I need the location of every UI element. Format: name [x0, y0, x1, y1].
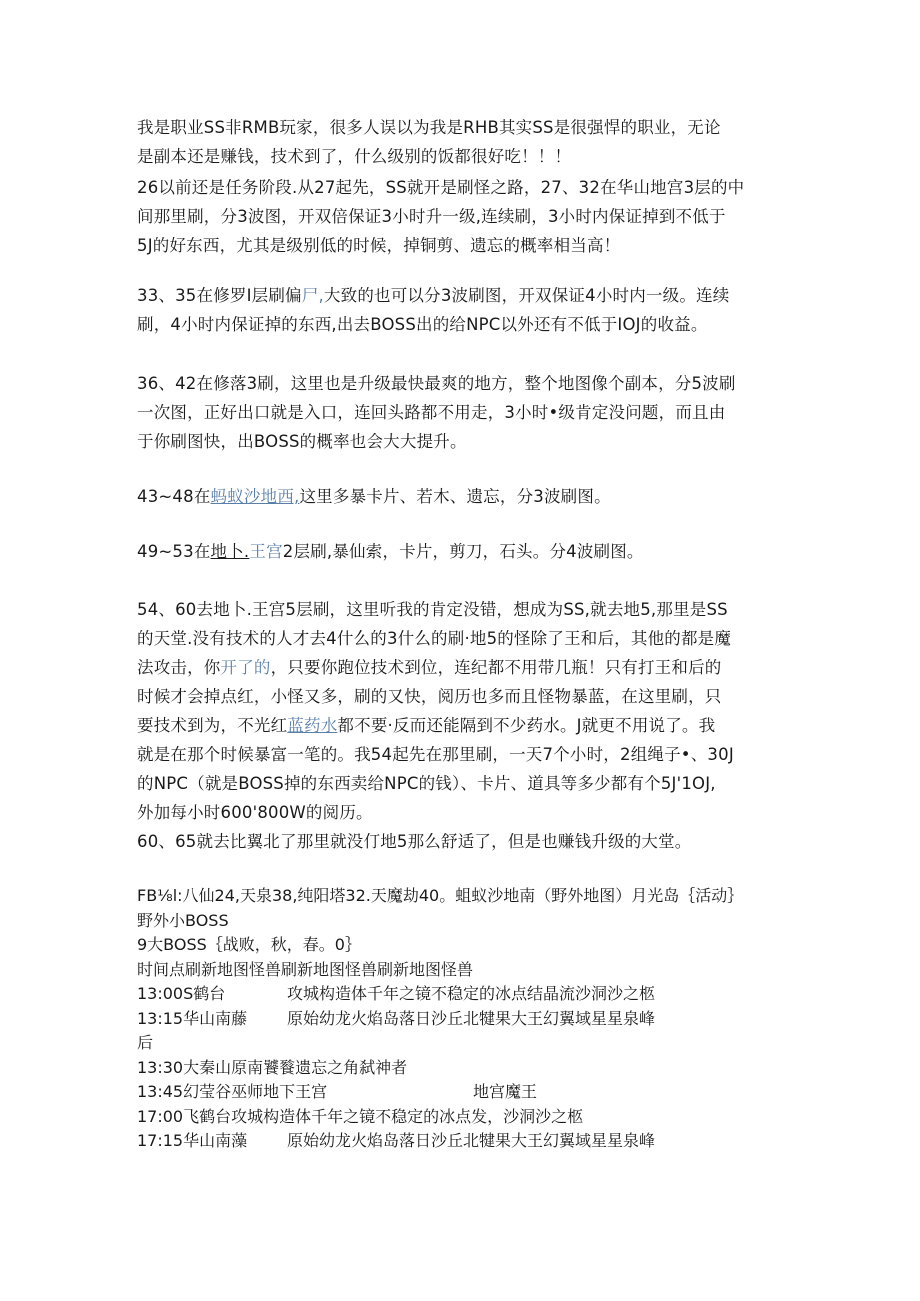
schedule-monsters: 原始幼龙火焰岛落日沙丘北犍果大王幻翼域星星泉峰: [287, 1008, 656, 1028]
schedule-monsters: 攻城构造体千年之镜不稳定的冰点结晶流沙洞沙之柩: [287, 984, 656, 1003]
schedule-row: [137, 1007, 797, 1032]
text-line: 我是职业SS非RMB玩家，很多人误以为我是RHB其实SS是很强悍的职业，无论: [137, 118, 721, 137]
schedule-row: [137, 1129, 797, 1154]
paragraph-level-36-42: [137, 369, 787, 456]
text-line: [137, 482, 787, 511]
schedule-time-place: 17:15华山南藻: [137, 1131, 248, 1150]
text-line: 间那里刷，分3波图，开双倍保证3小时升一级,连续刷，3小时内保证掉到不低于: [137, 207, 726, 226]
text-segment: 43~48在: [137, 487, 211, 506]
text-line: [137, 711, 787, 740]
text-segment: 49~53在: [137, 542, 211, 561]
text-line: [137, 537, 787, 566]
boss-schedule-block: [137, 884, 797, 1154]
paragraph-intro: [137, 113, 787, 171]
text-line: 野外小BOSS: [137, 910, 229, 930]
schedule-row: 13:30大秦山原南饕餮遗忘之角弑神者: [137, 1057, 408, 1077]
text-line: 一次图，正好出口就是入口，连回头路都不用走，3小时•级肯定没问题，而且由: [137, 403, 726, 422]
link-blue-potion[interactable]: 蓝药水: [287, 716, 338, 735]
text-line: 5J的好东西，尤其是级别低的时候，掉铜剪、遗忘的概率相当高！: [137, 236, 621, 255]
text-line: 54、60去地卜.王宫5层刷，这里听我的肯定没错，想成为SS,就去地5,那里是SS: [137, 600, 728, 619]
text-line: 的NPC（就是BOSS掉的东西卖给NPC的钱）、卡片、道具等多少都有个5J'1OJ,: [137, 774, 716, 793]
text-line: 是副本还是赚钱，技术到了，什么级别的饭都很好吃！！！: [137, 147, 572, 166]
text-line: 60、65就去比翼北了那里就没仃地5那么舒适了，但是也赚钱升级的大堂。: [137, 832, 692, 851]
link-palace[interactable]: 王宫: [249, 542, 283, 561]
schedule-time-place: 13:00S鹤台: [137, 984, 226, 1003]
text-line: 26以前还是任务阶段.从27起先，SS就开是刷怪之路，27、32在华山地宫3层的中: [137, 178, 745, 197]
schedule-row: [137, 982, 797, 1007]
schedule-row: 17:00飞鹤台攻城构造体千年之镜不稳定的冰点发，沙洞沙之柩: [137, 1106, 584, 1126]
text-segment: 33、35在修罗I层刷偏: [137, 286, 302, 305]
paragraph-level-26-32: [137, 173, 787, 260]
paragraph-level-60-65: [137, 827, 787, 856]
text-line: 的天堂.没有技术的人才去4什么的3什么的刷·地5的怪除了王和后，其他的都是魔: [137, 629, 732, 648]
link-text[interactable]: 尸,: [301, 286, 324, 305]
schedule-monsters: 原始幼龙火焰岛落日沙丘北犍果大王幻翼域星星泉峰: [287, 1131, 656, 1150]
text-segment: 都不要·反而还能隔到不少药水。J就更不用说了。我: [337, 716, 716, 735]
text-segment: 这里多暴卡片、若木、遗忘，分3波刷图。: [299, 487, 611, 506]
text-line: FB⅛l:八仙24,天泉38,纯阳塔32.天魔劫40。蛆蚁沙地南（野外地图）月光岛｛活动｝: [137, 886, 744, 905]
text-segment: ，只要你跑位技术到位，连纪都不用带几瓶！只有打王和后的: [270, 658, 722, 677]
schedule-monsters: 地宫魔王: [473, 1082, 538, 1101]
text-line: [137, 281, 787, 310]
schedule-row: [137, 1080, 797, 1105]
text-line: 后: [137, 1033, 154, 1052]
link-underground[interactable]: 地卜.: [210, 542, 250, 561]
text-segment: 要技术到为，不光红: [137, 716, 288, 735]
paragraph-level-43-48: [137, 482, 787, 511]
paragraph-level-54-60: [137, 595, 787, 827]
text-line: 就是在那个时候暴富一笔的。我54起先在那里刷，一天7个小时，2组绳子•、30J: [137, 745, 734, 764]
text-line: 于你刷图快，出BOSS的概率也会大大提升。: [137, 432, 467, 451]
text-segment: 2层刷,暴仙索，卡片，剪刀，石头。分4波刷图。: [282, 542, 644, 561]
schedule-time-place: 13:15华山南藤: [137, 1008, 248, 1028]
paragraph-level-49-53: [137, 537, 787, 566]
text-line: 外加每小时600'800W的阅历。: [137, 803, 373, 822]
schedule-time-place: 13:45幻莹谷巫师地下王宫: [137, 1082, 328, 1101]
link-ant-desert-west[interactable]: 蚂蚁沙地西,: [210, 487, 300, 506]
text-line: 9大BOSS｛战败，秋，春。0｝: [137, 935, 361, 954]
text-line: 36、42在修落3刷，这里也是升级最快最爽的地方，整个地图像个副本，分5波刷: [137, 374, 736, 393]
text-line: [137, 653, 787, 682]
link-opened[interactable]: 开了的: [220, 658, 271, 677]
text-line: 时间点刷新地图怪兽刷新地图怪兽刷新地图怪兽: [137, 959, 474, 979]
text-segment: 大致的也可以分3波刷图，开双保证4小时内一级。连续: [323, 286, 730, 305]
text-line: 时候才会掉点红，小怪又多，刷的又快，阅历也多而且怪物暴蓝，在这里刷，只: [137, 687, 722, 706]
text-line: 刷，4小时内保证掉的东西,出去BOSS出的给NPC以外还有不低于IOJ的收益。: [137, 315, 708, 334]
text-segment: 法攻击，你: [137, 658, 221, 677]
paragraph-level-33-35: [137, 281, 787, 339]
